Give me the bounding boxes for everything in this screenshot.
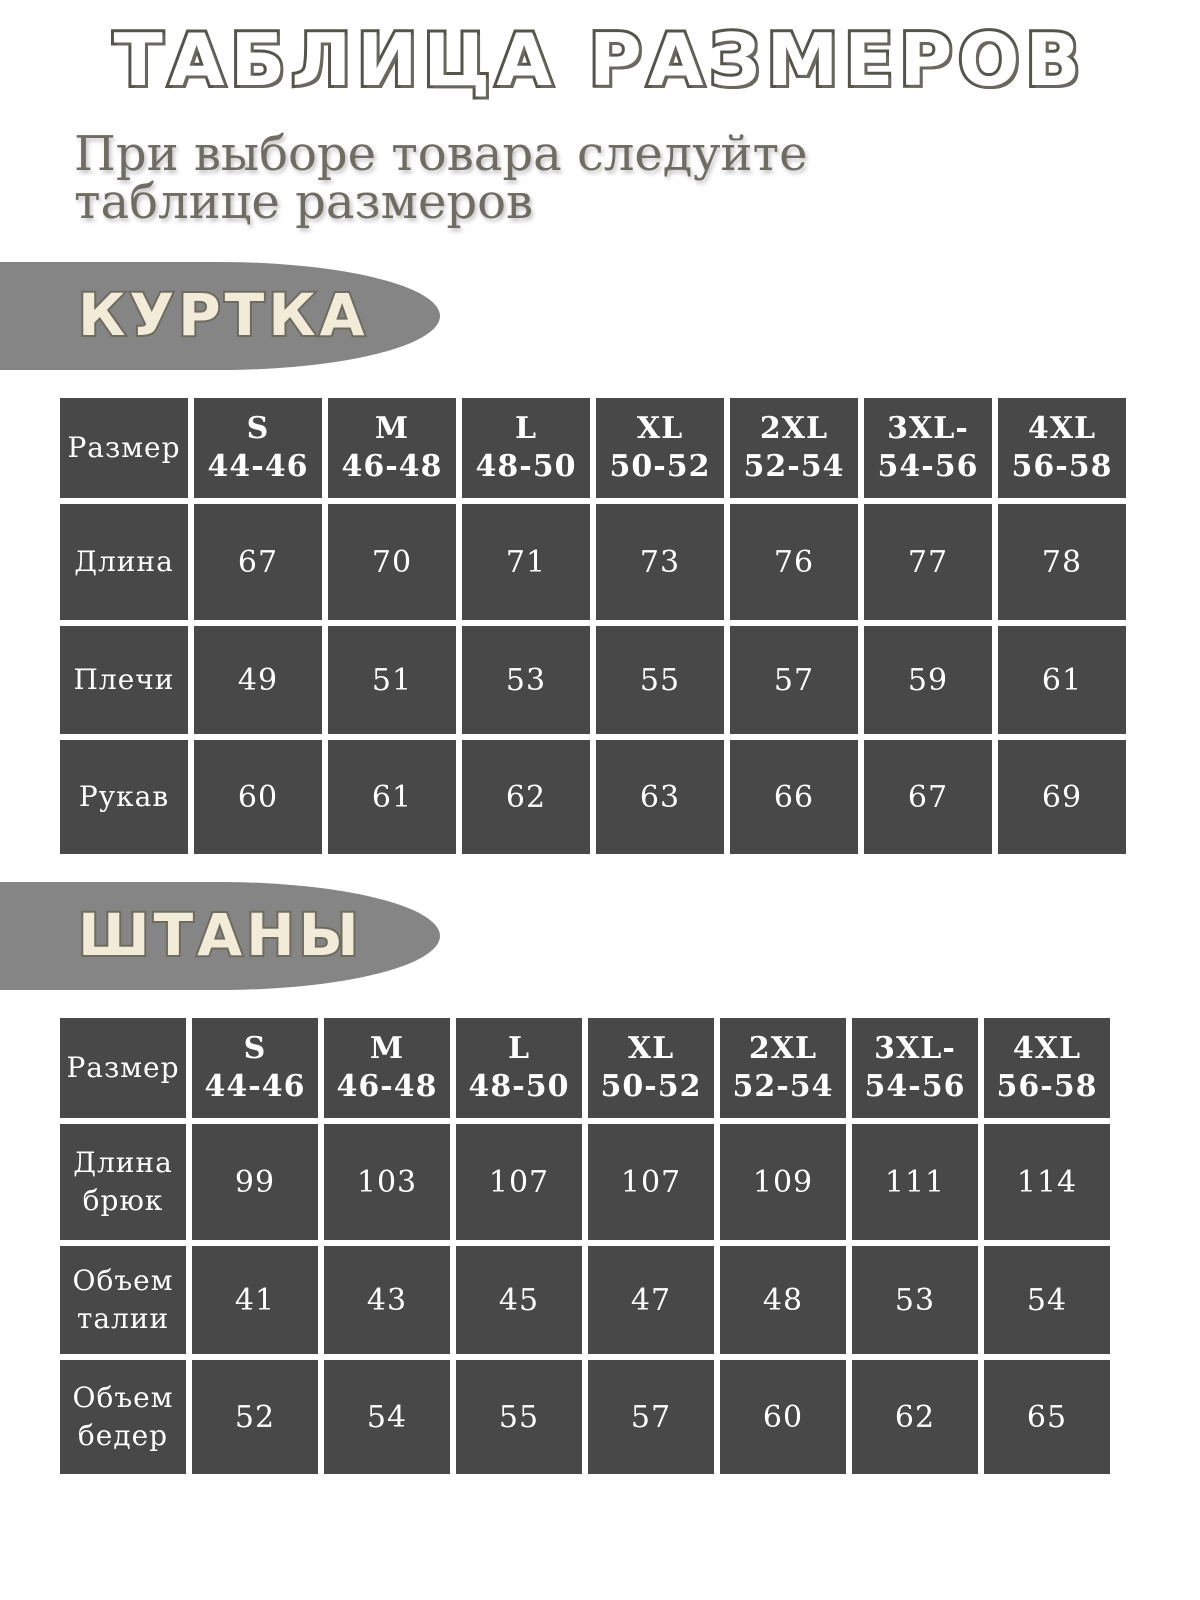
page-subtitle — [74, 126, 1074, 230]
size-header-cell — [462, 398, 590, 498]
page-title: ТАБЛИЦА РАЗМЕРОВ — [113, 18, 1087, 102]
row-label-length: Длина — [60, 504, 188, 620]
size-range: 48-50 — [468, 1069, 570, 1104]
row-label-sleeve: Рукав — [60, 740, 188, 854]
pants-section-banner — [0, 882, 440, 990]
table-cell: 65 — [984, 1360, 1110, 1474]
table-cell: 60 — [720, 1360, 846, 1474]
size-header-cell — [588, 1018, 714, 1118]
table-row — [60, 1360, 1110, 1474]
table-cell: 52 — [192, 1360, 318, 1474]
pants-size-table — [54, 1012, 1116, 1480]
size-header-cell — [324, 1018, 450, 1118]
size-name: 2XL — [759, 411, 829, 446]
size-range: 44-46 — [207, 449, 309, 484]
row-header-size: Размер — [60, 398, 188, 498]
table-cell: 70 — [328, 504, 456, 620]
table-cell: 47 — [588, 1246, 714, 1354]
table-row — [60, 626, 1126, 734]
table-cell: 99 — [192, 1124, 318, 1240]
table-cell: 77 — [864, 504, 992, 620]
table-cell: 49 — [194, 626, 322, 734]
size-header-cell — [192, 1018, 318, 1118]
size-range: 54-56 — [877, 449, 979, 484]
size-name: 2XL — [748, 1031, 818, 1066]
table-cell: 69 — [998, 740, 1126, 854]
row-header-size: Размер — [60, 1018, 186, 1118]
table-cell: 71 — [462, 504, 590, 620]
table-cell: 53 — [462, 626, 590, 734]
size-header-cell — [998, 398, 1126, 498]
size-header-cell — [328, 398, 456, 498]
table-cell: 66 — [730, 740, 858, 854]
size-name: XL — [636, 411, 684, 446]
size-name: 3XL- — [887, 411, 969, 446]
table-row — [60, 504, 1126, 620]
row-label-trouser-length: Длина брюк — [60, 1124, 186, 1240]
size-header-cell — [194, 398, 322, 498]
table-cell: 73 — [596, 504, 724, 620]
size-range: 48-50 — [475, 449, 577, 484]
row-label-hips: Объем бедер — [60, 1360, 186, 1474]
subtitle-line-1: При выборе товара следуйте — [74, 126, 808, 182]
table-cell: 57 — [730, 626, 858, 734]
jacket-size-table — [54, 392, 1132, 860]
table-cell: 43 — [324, 1246, 450, 1354]
size-name: S — [246, 411, 270, 446]
size-name: L — [507, 1031, 531, 1066]
table-cell: 53 — [852, 1246, 978, 1354]
table-cell: 57 — [588, 1360, 714, 1474]
table-cell: 103 — [324, 1124, 450, 1240]
size-range: 56-58 — [1011, 449, 1113, 484]
row-label-shoulders: Плечи — [60, 626, 188, 734]
size-name: L — [514, 411, 538, 446]
size-range: 46-48 — [336, 1069, 438, 1104]
table-cell: 48 — [720, 1246, 846, 1354]
table-cell: 63 — [596, 740, 724, 854]
size-header-cell — [984, 1018, 1110, 1118]
table-cell: 60 — [194, 740, 322, 854]
table-cell: 61 — [998, 626, 1126, 734]
size-header-cell — [456, 1018, 582, 1118]
size-name: M — [369, 1031, 405, 1066]
table-header-row — [60, 398, 1126, 498]
table-cell: 67 — [864, 740, 992, 854]
table-cell: 111 — [852, 1124, 978, 1240]
table-row — [60, 1124, 1110, 1240]
size-header-cell — [852, 1018, 978, 1118]
size-header-cell — [720, 1018, 846, 1118]
table-cell: 55 — [596, 626, 724, 734]
table-cell: 54 — [324, 1360, 450, 1474]
table-cell: 107 — [456, 1124, 582, 1240]
table-header-row — [60, 1018, 1110, 1118]
size-name: XL — [627, 1031, 675, 1066]
pants-section-title: ШТАНЫ — [78, 901, 363, 969]
size-name: 4XL — [1012, 1031, 1082, 1066]
table-cell: 76 — [730, 504, 858, 620]
table-row — [60, 1246, 1110, 1354]
size-name: 3XL- — [874, 1031, 956, 1066]
row-label-waist: Объем талии — [60, 1246, 186, 1354]
table-cell: 62 — [462, 740, 590, 854]
table-cell: 59 — [864, 626, 992, 734]
size-range: 46-48 — [341, 449, 443, 484]
table-cell: 51 — [328, 626, 456, 734]
table-cell: 54 — [984, 1246, 1110, 1354]
size-range: 50-52 — [600, 1069, 702, 1104]
size-range: 44-46 — [204, 1069, 306, 1104]
size-name: S — [243, 1031, 267, 1066]
table-cell: 107 — [588, 1124, 714, 1240]
table-cell: 114 — [984, 1124, 1110, 1240]
size-name: 4XL — [1027, 411, 1097, 446]
size-header-cell — [864, 398, 992, 498]
size-range: 52-54 — [732, 1069, 834, 1104]
table-cell: 62 — [852, 1360, 978, 1474]
jacket-section-title: КУРТКА — [78, 281, 369, 349]
jacket-section-banner — [0, 262, 440, 370]
table-cell: 67 — [194, 504, 322, 620]
subtitle-line-2: таблице размеров — [74, 174, 533, 230]
size-range: 56-58 — [996, 1069, 1098, 1104]
table-cell: 55 — [456, 1360, 582, 1474]
size-name: M — [374, 411, 410, 446]
size-range: 54-56 — [864, 1069, 966, 1104]
size-header-cell — [596, 398, 724, 498]
size-header-cell — [730, 398, 858, 498]
table-row — [60, 740, 1126, 854]
table-cell: 41 — [192, 1246, 318, 1354]
size-range: 50-52 — [609, 449, 711, 484]
table-cell: 61 — [328, 740, 456, 854]
size-range: 52-54 — [743, 449, 845, 484]
table-cell: 78 — [998, 504, 1126, 620]
table-cell: 45 — [456, 1246, 582, 1354]
table-cell: 109 — [720, 1124, 846, 1240]
